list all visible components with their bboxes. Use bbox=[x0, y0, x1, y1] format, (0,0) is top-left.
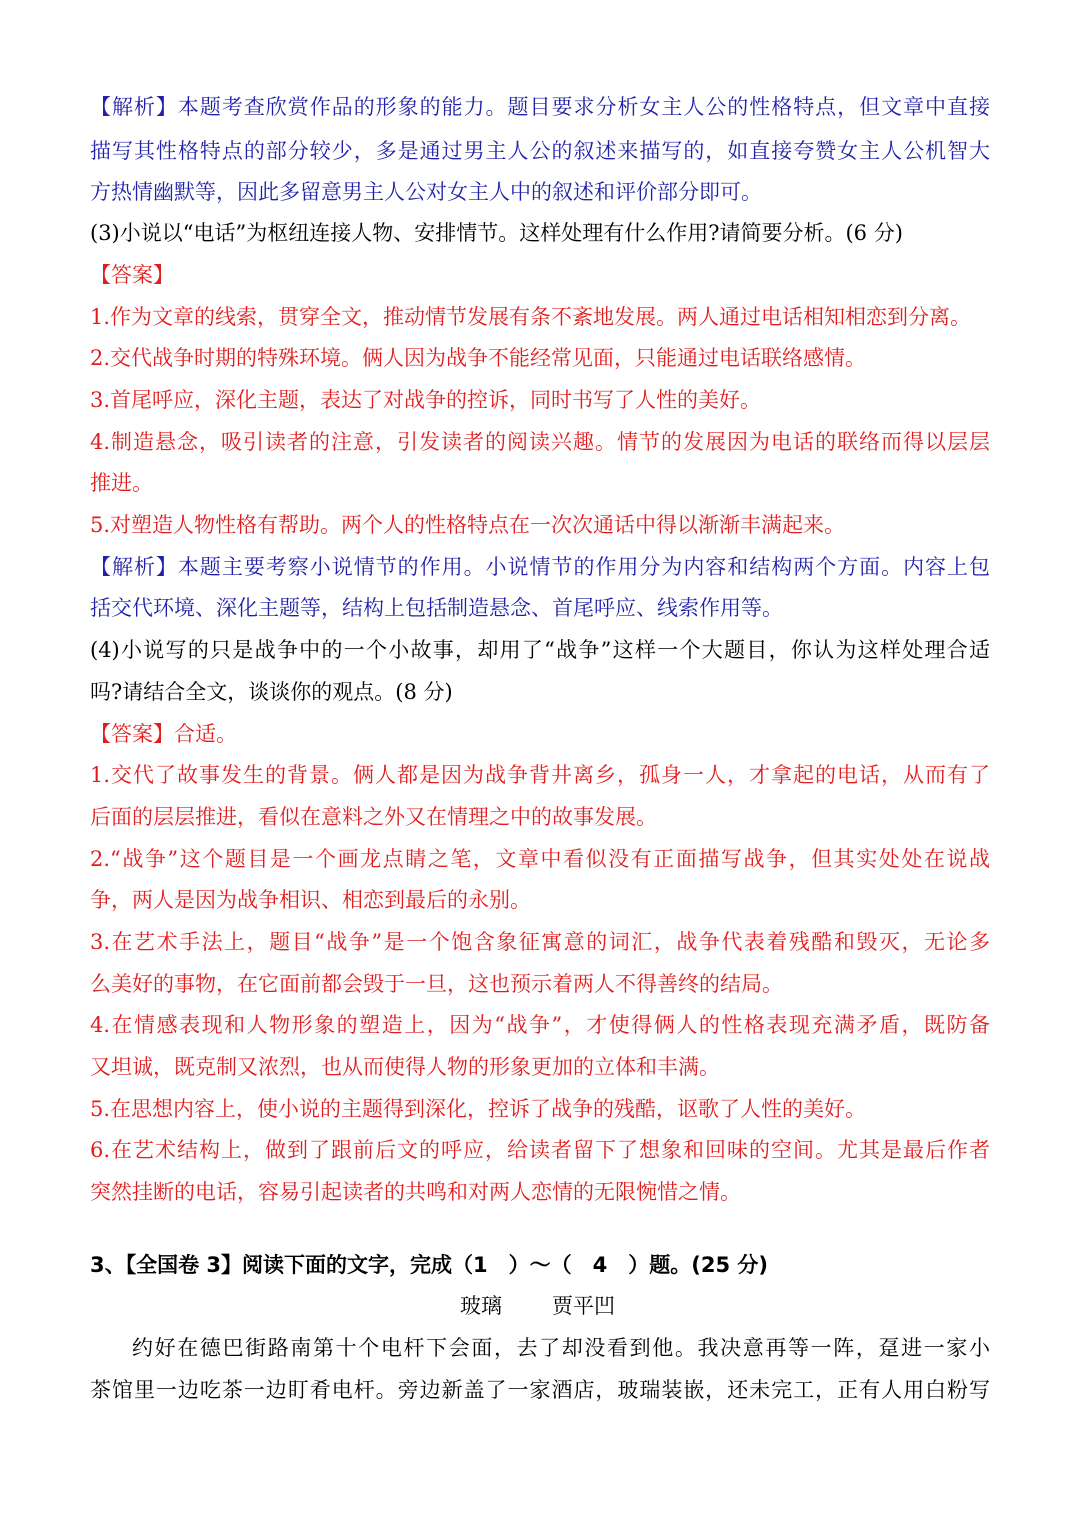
q4-answer-1-cont: 后面的层层推进，看似在意料之外又在情理之中的故事发展。 bbox=[90, 805, 657, 829]
q4-answer-2-cont: 争，两人是因为战争相识、相恋到最后的永别。 bbox=[90, 888, 531, 912]
q2-analysis-line-3: 方热情幽默等，因此多留意男主人公对女主人中的叙述和评价部分即可。 bbox=[90, 180, 762, 204]
q4-answer-2: 2.“战争”这个题目是一个画龙点睛之笔，文章中看似没有正面描写战争，但其实处处在说战 bbox=[90, 847, 990, 871]
passage-title-line bbox=[0, 1292, 1075, 1320]
q2-analysis-line-1: 【解析】本题考查欣赏作品的形象的能力。题目要求分析女主人公的性格特点，但文章中直接 bbox=[90, 95, 990, 119]
q4-answer-head: 【答案】合适。 bbox=[90, 722, 237, 746]
q3-analysis-line-2: 括交代环境、深化主题等，结构上包括制造悬念、首尾呼应、线索作用等。 bbox=[90, 596, 783, 620]
q4-answer-5: 5.在思想内容上，使小说的主题得到深化，控诉了战争的残酷，讴歌了人性的美好。 bbox=[90, 1097, 867, 1121]
passage-author: 贾平凹 bbox=[552, 1294, 615, 1318]
q3-answer-1: 1.作为文章的线索，贯穿全文，推动情节发展有条不紊地发展。两人通过电话相知相恋到分离。 bbox=[90, 305, 972, 329]
q3-question: (3)小说以“电话”为枢纽连接人物、安排情节。这样处理有什么作用?请简要分析。(6 分) bbox=[90, 221, 903, 245]
q3-answer-5: 5.对塑造人物性格有帮助。两个人的性格特点在一次次通话中得以渐渐丰满起来。 bbox=[90, 513, 846, 537]
q4-answer-3-cont: 么美好的事物，在它面前都会毁于一旦，这也预示着两人不得善终的结局。 bbox=[90, 972, 783, 996]
q4-answer-3: 3.在艺术手法上，题目“战争”是一个饱含象征寓意的词汇，战争代表着残酷和毁灭，无论多 bbox=[90, 930, 990, 954]
q3-answer-4-cont: 推进。 bbox=[90, 471, 153, 495]
q4-answer-1: 1.交代了故事发生的背景。俩人都是因为战争背井离乡，孤身一人，才拿起的电话，从而有了 bbox=[90, 763, 990, 787]
q4-answer-4-cont: 又坦诚，既克制又浓烈，也从而使得人物的形象更加的立体和丰满。 bbox=[90, 1055, 720, 1079]
q3-answer-3: 3.首尾呼应，深化主题，表达了对战争的控诉，同时书写了人性的美好。 bbox=[90, 388, 762, 412]
q2-analysis-line-2: 描写其性格特点的部分较少，多是通过男主人公的叙述来描写的，如直接夸赞女主人公机智大 bbox=[90, 139, 990, 163]
q3-answer-2: 2.交代战争时期的特殊环境。俩人因为战争不能经常见面，只能通过电话联络感情。 bbox=[90, 346, 867, 370]
q4-answer-6-cont: 突然挂断的电话，容易引起读者的共鸣和对两人恋情的无限惋惜之情。 bbox=[90, 1180, 741, 1204]
section-heading: 3、【全国卷 3】阅读下面的文字，完成（1 ）～（ 4 ）题。(25 分) bbox=[90, 1253, 768, 1277]
passage-line-1: 约好在德巴街路南第十个电杆下会面，去了却没看到他。我决意再等一阵，趸进一家小 bbox=[132, 1336, 990, 1360]
passage-line-2: 茶馆里一边吃茶一边盯肴电杆。旁边新盖了一家酒店，玻瑞装嵌，还未完工，正有人用白粉写 bbox=[90, 1378, 990, 1402]
analysis-label: 【解析】 bbox=[90, 555, 178, 579]
answer-label: 【答案】 bbox=[90, 722, 174, 746]
q4-answer-6: 6.在艺术结构上，做到了跟前后文的呼应，给读者留下了想象和回味的空间。尤其是最后作者 bbox=[90, 1138, 990, 1162]
q3-analysis-line-1: 【解析】本题主要考察小说情节的作用。小说情节的作用分为内容和结构两个方面。内容上包 bbox=[90, 555, 990, 579]
q4-question-line-1: (4)小说写的只是战争中的一个小故事，却用了“战争”这样一个大题目，你认为这样处理合适 bbox=[90, 638, 990, 662]
q4-answer-4: 4.在情感表现和人物形象的塑造上，因为“战争”，才使得俩人的性格表现充满矛盾，既防备 bbox=[90, 1013, 990, 1037]
q4-question-line-2: 吗?请结合全文，谈谈你的观点。(8 分) bbox=[90, 680, 453, 704]
q3-answer-4: 4.制造悬念，吸引读者的注意，引发读者的阅读兴趣。情节的发展因为电话的联络而得以层层 bbox=[90, 430, 990, 454]
q3-answer-label: 【答案】 bbox=[90, 263, 174, 287]
passage-title: 玻璃 bbox=[460, 1294, 502, 1318]
analysis-label: 【解析】 bbox=[90, 95, 178, 119]
